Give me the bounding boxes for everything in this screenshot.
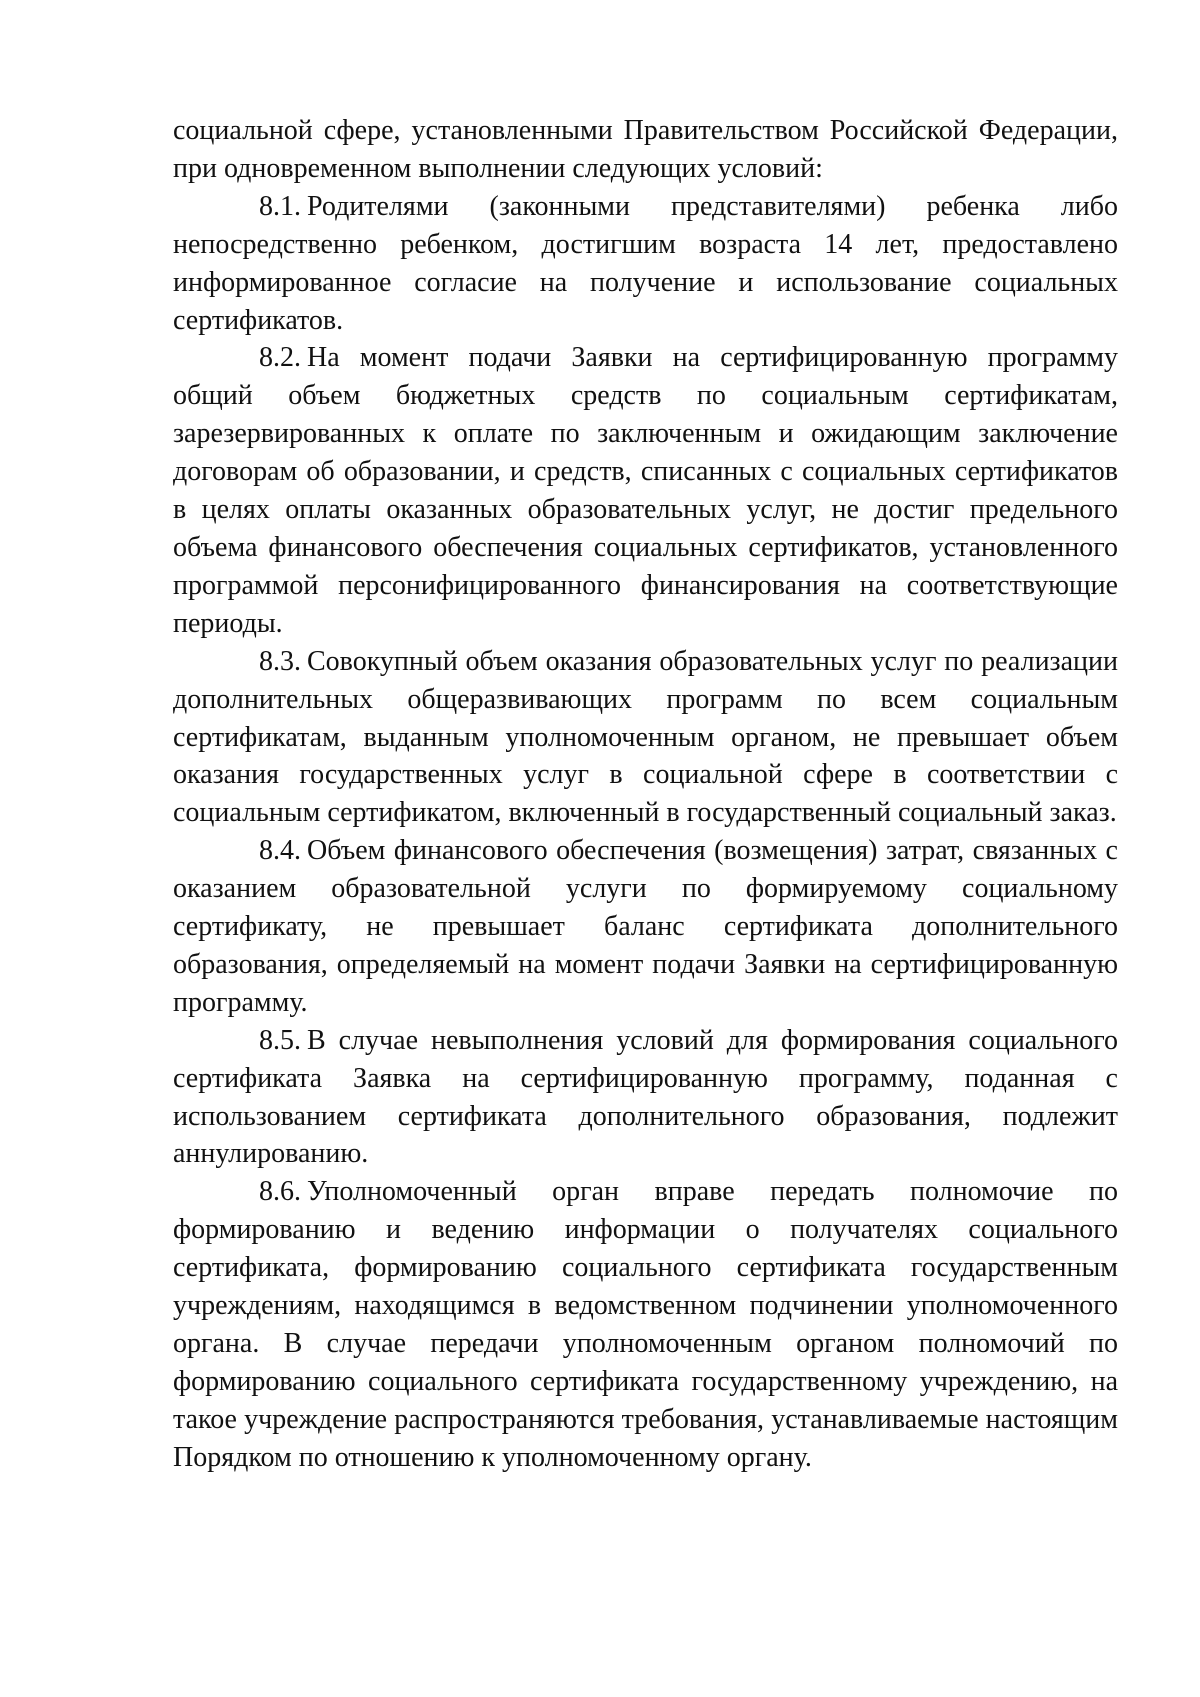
clause-number: 8.4. bbox=[259, 835, 301, 867]
clause-8-5 bbox=[173, 1022, 1118, 1174]
clause-text: В случае невыполнения условий для формирования социального сертификата Заявка на сертифицированную программу, поданная с использованием сертификата дополнительного образования, подлежит аннулированию. bbox=[173, 1024, 1118, 1170]
clause-text: Объем финансового обеспечения (возмещения) затрат, связанных с оказанием образовательной услуги по формируемому социальному сертификату, не превышает баланс сертификата дополнительного образования, определяемый на момент подачи Заявки на сертифицированную программу. bbox=[173, 835, 1118, 1018]
clause-8-1 bbox=[173, 188, 1118, 340]
clause-8-2 bbox=[173, 339, 1118, 642]
intro-paragraph: социальной сфере, установленными Правительством Российской Федерации, при одновременном выполнении следующих условий: bbox=[173, 115, 1118, 184]
document-body bbox=[173, 112, 1118, 1477]
clause-number: 8.2. bbox=[259, 342, 301, 374]
clause-number: 8.5. bbox=[259, 1024, 301, 1056]
clause-number: 8.6. bbox=[259, 1176, 301, 1208]
clause-number: 8.1. bbox=[259, 190, 301, 222]
clause-8-4 bbox=[173, 832, 1118, 1022]
clause-text: На момент подачи Заявки на сертифицированную программу общий объем бюджетных средств по социальным сертификатам, зарезервированных к оплате по заключенным и ожидающим заключение договорам об образовании, и средств, списанных с социальных сертификатов в целях оплаты оказанных образовательных услуг, не достиг предельного объема финансового обеспечения социальных сертификатов, установленного программой персонифицированного финансирования на соответствующие периоды. bbox=[173, 342, 1118, 639]
clause-text: Уполномоченный орган вправе передать полномочие по формированию и ведению информации о получателях социального сертификата, формированию социального сертификата государственным учреждениям, находящимся в ведомственном подчинении уполномоченного органа. В случае передачи уполномоченным органом полномочий по формированию социального сертификата государственному учреждению, на такое учреждение распространяются требования, устанавливаемые настоящим Порядком по отношению к уполномоченному органу. bbox=[173, 1176, 1118, 1473]
clause-8-3 bbox=[173, 643, 1118, 833]
clause-number: 8.3. bbox=[259, 645, 301, 677]
clause-8-6 bbox=[173, 1173, 1118, 1476]
clause-text: Совокупный объем оказания образовательных услуг по реализации дополнительных общеразвивающих программ по всем социальным сертификатам, выданным уполномоченным органом, не превышает объем оказания государственных услуг в социальной сфере в соответствии с социальным сертификатом, включенный в государственный социальный заказ. bbox=[173, 645, 1118, 829]
clause-text: Родителями (законными представителями) ребенка либо непосредственно ребенком, достигшим возраста 14 лет, предоставлено информированное согласие на получение и использование социальных сертификатов. bbox=[173, 190, 1118, 336]
